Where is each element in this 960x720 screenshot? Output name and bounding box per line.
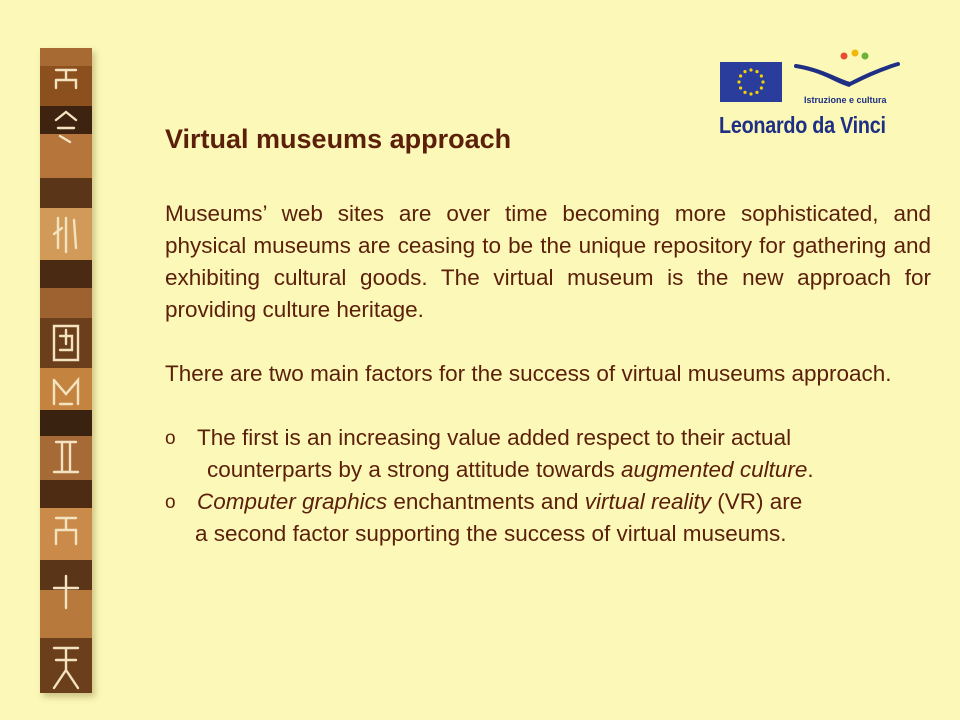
bullet-1-text: The first is an increasing value added respect to their actual xyxy=(197,425,792,450)
bullet-marker: o xyxy=(165,492,176,513)
bullet-1-text-cont: counterparts by a strong attitude towards xyxy=(207,457,621,482)
bullet-2-text-cont: a second factor supporting the success of virtual museums. xyxy=(195,521,787,546)
decorative-strip xyxy=(40,48,92,693)
bullet-1-emphasis: augmented culture xyxy=(620,457,808,482)
slide-content xyxy=(165,198,931,550)
logo-name-text: Leonardo da Vinci xyxy=(719,112,886,138)
slide-title: Virtual museums approach xyxy=(165,124,512,154)
paragraph-factors: There are two main factors for the success of virtual museums approach. xyxy=(165,361,892,386)
tribal-pattern-image xyxy=(40,48,92,693)
paragraph-intro: Museums’ web sites are over time becoming more sophisticated, and physical museums are ceasing to be the unique repository for gathering and exhibiting cultural goods. The virtual museum is the new approach for providing culture heritage. xyxy=(165,201,931,322)
list-item: o Computer graphics enchantments and virtual reality (VR) are a second factor supporting the success of virtual museums. xyxy=(165,486,931,550)
swoosh-icon xyxy=(792,48,902,90)
logo-program-text: Istruzione e cultura xyxy=(804,95,887,105)
bullet-2-emphasis-1: Computer graphics xyxy=(197,489,388,514)
bullet-2-emphasis-2: virtual reality xyxy=(584,489,712,514)
bullet-marker: o xyxy=(165,428,176,449)
list-item: o The first is an increasing value added respect to their actual counterparts by a strong attitude towards augmented culture. xyxy=(165,422,931,486)
bullet-list xyxy=(165,422,931,550)
leonardo-da-vinci-logo xyxy=(718,46,908,142)
eu-flag-icon xyxy=(720,62,782,102)
